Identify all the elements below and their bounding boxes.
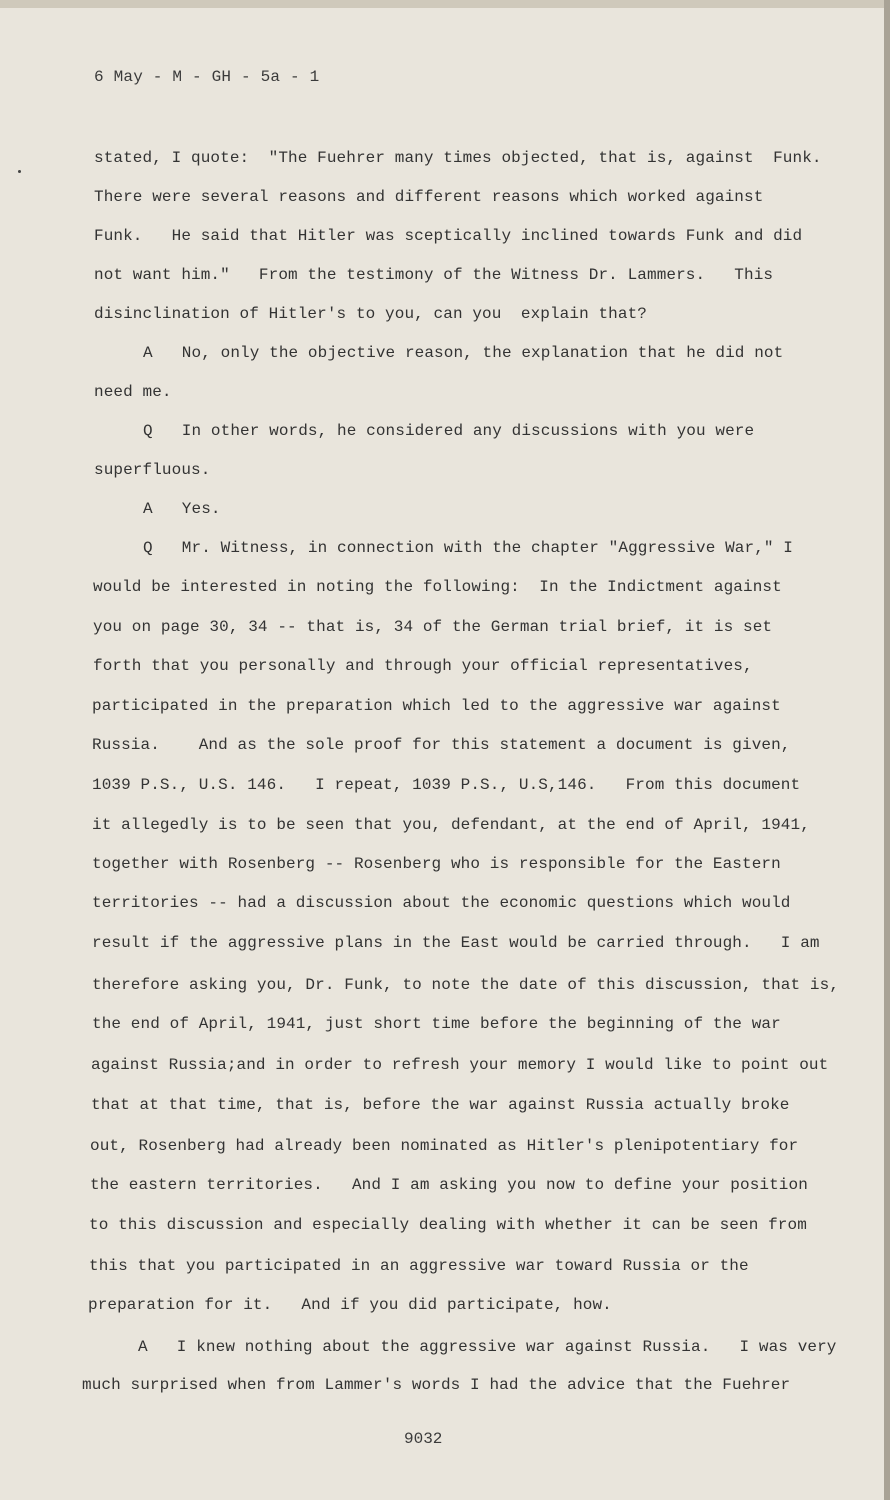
text-line: A I knew nothing about the aggressive war against Russia. I was very bbox=[138, 1338, 837, 1356]
text-line: A Yes. bbox=[143, 500, 221, 518]
text-line: not want him." From the testimony of the Witness Dr. Lammers. This bbox=[94, 266, 774, 284]
text-line: Q Mr. Witness, in connection with the chapter "Aggressive War," I bbox=[143, 539, 794, 557]
text-line: against Russia;and in order to refresh your memory I would like to point out bbox=[91, 1056, 829, 1074]
text-line: this that you participated in an aggressive war toward Russia or the bbox=[89, 1257, 749, 1275]
text-line: preparation for it. And if you did participate, how. bbox=[88, 1296, 612, 1314]
text-line: need me. bbox=[94, 383, 172, 401]
text-line: participated in the preparation which led to the aggressive war against bbox=[92, 697, 781, 715]
text-line: Russia. And as the sole proof for this statement a document is given, bbox=[92, 736, 791, 754]
text-line: 1039 P.S., U.S. 146. I repeat, 1039 P.S., U.S,146. From this document bbox=[92, 776, 801, 794]
text-line: you on page 30, 34 -- that is, 34 of the German trial brief, it is set bbox=[93, 618, 773, 636]
text-line: the end of April, 1941, just short time before the beginning of the war bbox=[92, 1015, 781, 1033]
text-line: the eastern territories. And I am asking you now to define your position bbox=[90, 1176, 808, 1194]
text-line: result if the aggressive plans in the East would be carried through. I am bbox=[92, 934, 820, 952]
text-line: therefore asking you, Dr. Funk, to note the date of this discussion, that is, bbox=[92, 976, 840, 994]
text-line: stated, I quote: "The Fuehrer many times objected, that is, against Funk. bbox=[94, 149, 822, 167]
text-line: territories -- had a discussion about the economic questions which would bbox=[92, 894, 791, 912]
text-line: disinclination of Hitler's to you, can you explain that? bbox=[94, 305, 647, 323]
text-line: that at that time, that is, before the war against Russia actually broke bbox=[91, 1096, 790, 1114]
text-line: superfluous. bbox=[94, 461, 211, 479]
text-line: There were several reasons and different reasons which worked against bbox=[94, 188, 764, 206]
text-line: Q In other words, he considered any discussions with you were bbox=[143, 422, 755, 440]
text-line: A No, only the objective reason, the explanation that he did not bbox=[143, 344, 784, 362]
text-line: together with Rosenberg -- Rosenberg who is responsible for the Eastern bbox=[92, 855, 781, 873]
text-line: would be interested in noting the following: In the Indictment against bbox=[93, 578, 782, 596]
text-line: it allegedly is to be seen that you, defendant, at the end of April, 1941, bbox=[92, 816, 810, 834]
page-number: 9032 bbox=[404, 1430, 443, 1448]
text-line: to this discussion and especially dealing with whether it can be seen from bbox=[89, 1216, 807, 1234]
text-line: forth that you personally and through your official representatives, bbox=[93, 657, 753, 675]
page-header: 6 May - M - GH - 5a - 1 bbox=[94, 68, 320, 86]
text-line: out, Rosenberg had already been nominated as Hitler's plenipotentiary for bbox=[90, 1137, 799, 1155]
text-line: much surprised when from Lammer's words I had the advice that the Fuehrer bbox=[82, 1376, 791, 1394]
text-line: Funk. He said that Hitler was sceptically inclined towards Funk and did bbox=[94, 227, 803, 245]
